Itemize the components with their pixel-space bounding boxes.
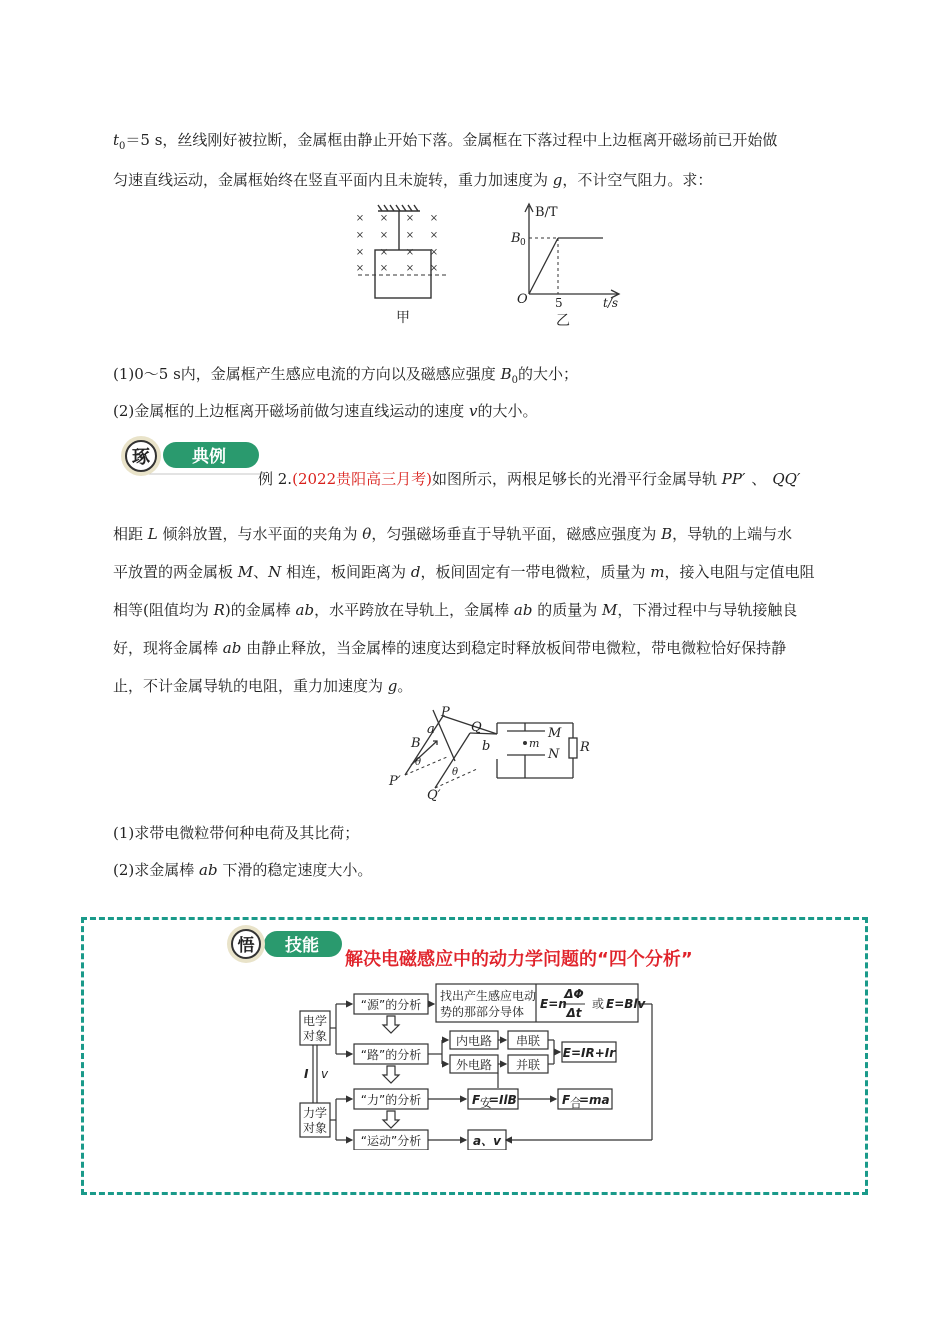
t: ab xyxy=(199,861,218,879)
mech-object-1: 力学 xyxy=(302,1106,328,1120)
force-analysis: “力”的分析 xyxy=(360,1093,422,1107)
figure-jia-label: 甲 xyxy=(396,310,410,326)
t: ab xyxy=(222,639,242,657)
b0-label: B xyxy=(511,231,521,246)
t: 相距 xyxy=(113,525,148,543)
p2-question1 xyxy=(113,823,359,843)
t: ，下滑过程中与导轨接触良 xyxy=(617,601,798,619)
t: B xyxy=(661,525,673,543)
t0-symbol: t xyxy=(113,131,120,149)
series: 串联 xyxy=(515,1034,541,1048)
formula-E: E=n xyxy=(540,997,567,1011)
rail-circuit-figure xyxy=(385,703,595,803)
axis-x-label: t/s xyxy=(603,296,619,310)
t: 好，现将金属棒 xyxy=(113,639,223,657)
cross-mark: × xyxy=(405,213,415,224)
four-analysis-flowchart xyxy=(296,978,666,1150)
pp: PP′ xyxy=(721,470,746,488)
qq: QQ′ xyxy=(772,470,801,488)
t: 由静止释放，当金属棒的速度达到稳定时释放板间带电微粒，带电微粒恰好保持静 xyxy=(241,639,787,657)
cross-mark: × xyxy=(379,247,389,258)
f-an-sub: 安 xyxy=(480,1096,493,1110)
t: 下滑的稳定速度大小。 xyxy=(217,861,373,879)
cross-mark: × xyxy=(379,213,389,224)
source-analysis: “源”的分析 xyxy=(360,998,422,1012)
t: R xyxy=(213,601,225,619)
formula-blv: E=Blv xyxy=(606,997,646,1011)
f-he: F xyxy=(562,1093,571,1107)
skill-badge xyxy=(224,925,344,965)
f-an-eq: =IlB xyxy=(489,1093,517,1107)
label-N: N xyxy=(548,747,560,762)
eir: E=IR+Ir xyxy=(562,1046,616,1060)
cross-mark: × xyxy=(355,230,365,241)
q1-sub: 0 xyxy=(511,375,518,386)
formula-num: ΔΦ xyxy=(564,987,584,1001)
p2-intro xyxy=(258,469,800,489)
seal-zhuo: 琢 xyxy=(132,447,150,468)
p2-line2 xyxy=(113,562,814,582)
label-R: R xyxy=(580,740,590,755)
q2-a: (2)金属框的上边框离开磁场前做匀速直线运动的速度 xyxy=(113,402,470,420)
label-theta2: θ xyxy=(452,767,459,778)
origin-label: O xyxy=(517,292,528,307)
p1-question2 xyxy=(113,401,538,421)
t: d xyxy=(410,563,421,581)
t: 止，不计金属导轨的电阻，重力加速度为 xyxy=(113,677,388,695)
cross-mark: × xyxy=(355,247,365,258)
mech-object-2: 对象 xyxy=(302,1121,328,1135)
p2-intro-a: 例 2. xyxy=(258,470,293,488)
seal-wu: 悟 xyxy=(237,936,255,956)
label-a: a xyxy=(427,722,435,737)
f-he-sub: 合 xyxy=(570,1096,583,1110)
figure-yi xyxy=(505,200,630,330)
p1-line1-text: ＝5 s，丝线刚好被拉断，金属框由静止开始下落。金属框在下落过程中上边框离开磁场前已开始做 xyxy=(125,131,778,149)
label-P: P xyxy=(441,705,450,720)
p2-intro-b: 如图所示，两根足够长的光滑平行金属导轨 xyxy=(431,470,722,488)
road-analysis: “路”的分析 xyxy=(360,1048,422,1062)
q2-v: v xyxy=(469,402,478,420)
inner-circuit: 内电路 xyxy=(455,1034,493,1048)
p1-line2-b: ，不计空气阻力。求： xyxy=(562,171,713,189)
figure-yi-label: 乙 xyxy=(556,313,570,329)
t: ，板间固定有一带电微粒，质量为 xyxy=(420,563,651,581)
cross-mark: × xyxy=(429,230,439,241)
t: 、 xyxy=(253,563,269,581)
cross-mark: × xyxy=(355,263,365,274)
outer-circuit: 外电路 xyxy=(455,1058,493,1072)
label-theta1: θ xyxy=(415,757,422,768)
t: ab xyxy=(295,601,315,619)
p1-line1 xyxy=(113,130,777,157)
p1-line2-a: 匀速直线运动，金属框始终在竖直平面内且未旋转，重力加速度为 xyxy=(113,171,553,189)
t: 。 xyxy=(397,677,413,695)
t: 的质量为 xyxy=(532,601,602,619)
g-symbol: g xyxy=(552,171,563,189)
f-he-eq: =ma xyxy=(579,1093,610,1107)
cross-mark: × xyxy=(379,263,389,274)
sep: 、 xyxy=(751,470,767,488)
t: m xyxy=(650,563,665,581)
tick-5: 5 xyxy=(555,296,563,310)
cross-mark: × xyxy=(429,213,439,224)
label-b: b xyxy=(482,739,491,754)
label-Q: Q xyxy=(471,720,482,735)
t: )的金属棒 xyxy=(224,601,296,619)
label-M: M xyxy=(548,726,562,741)
elec-object-1: 电学 xyxy=(302,1014,328,1028)
p2-line3 xyxy=(113,600,797,620)
p2-line5 xyxy=(113,676,412,696)
formula-or: 或 xyxy=(592,997,605,1011)
p2-q1: (1)求带电微粒带何种电荷及其比荷； xyxy=(113,824,360,842)
cross-mark: × xyxy=(379,230,389,241)
t: N xyxy=(268,563,282,581)
p1-line2 xyxy=(113,170,712,190)
cross-mark: × xyxy=(405,263,415,274)
example-label: 典例 xyxy=(192,447,226,467)
p2-question2 xyxy=(113,860,372,880)
label-Pprime: P′ xyxy=(389,774,401,789)
t: 相连，板间距离为 xyxy=(281,563,411,581)
label-m: m xyxy=(529,737,540,750)
parallel: 并联 xyxy=(515,1058,541,1072)
p2-line4 xyxy=(113,638,786,658)
label-Qprime: Q′ xyxy=(427,788,441,803)
t: 倾斜放置，与水平面的夹角为 xyxy=(157,525,363,543)
skill-title: 解决电磁感应中的动力学问题的“四个分析” xyxy=(345,949,693,970)
q2-c: 的大小。 xyxy=(477,402,538,420)
cross-mark: × xyxy=(429,263,439,274)
a-v: a、v xyxy=(473,1134,501,1148)
b0-sub: 0 xyxy=(520,238,526,248)
t: ，匀强磁场垂直于导轨平面，磁感应强度为 xyxy=(371,525,662,543)
t: g xyxy=(387,677,398,695)
figure-jia xyxy=(348,198,458,330)
source-box-2: 势的那部分导体 xyxy=(440,1005,525,1019)
t: θ xyxy=(362,525,372,543)
formula-den: Δt xyxy=(566,1006,582,1020)
t: ，接入电阻与定值电阻 xyxy=(664,563,815,581)
elec-object-2: 对象 xyxy=(302,1029,328,1043)
label-B: B xyxy=(411,736,421,751)
t: ，导轨的上端与水 xyxy=(672,525,793,543)
p2-line1 xyxy=(113,524,792,544)
t0-sub: 0 xyxy=(119,141,126,152)
label-I: I xyxy=(304,1067,309,1081)
label-v: v xyxy=(321,1067,329,1081)
cross-mark: × xyxy=(405,230,415,241)
t: L xyxy=(147,525,158,543)
t: 平放置的两金属板 xyxy=(113,563,238,581)
t: (2)求金属棒 xyxy=(113,861,200,879)
t: M xyxy=(237,563,254,581)
example-badge xyxy=(113,434,263,478)
source-box-1: 找出产生感应电动 xyxy=(440,989,537,1003)
cross-mark: × xyxy=(405,247,415,258)
skill-label: 技能 xyxy=(285,936,319,956)
t: 相等(阻值均为 xyxy=(113,601,214,619)
q1-a: (1)0～5 s内，金属框产生感应电流的方向以及磁感应强度 xyxy=(113,365,501,383)
t: ，水平跨放在导轨上，金属棒 xyxy=(314,601,514,619)
t: M xyxy=(601,601,618,619)
p2-source: (2022贵阳高三月考) xyxy=(292,470,432,488)
p1-question1 xyxy=(113,364,578,391)
f-an: F xyxy=(472,1093,481,1107)
q1-b: B xyxy=(500,365,512,383)
cross-mark: × xyxy=(429,247,439,258)
motion-analysis: “运动”分析 xyxy=(360,1134,422,1148)
axis-y-label: B/T xyxy=(535,205,558,220)
q1-c: 的大小； xyxy=(517,365,578,383)
t: ab xyxy=(513,601,533,619)
cross-mark: × xyxy=(355,213,365,224)
